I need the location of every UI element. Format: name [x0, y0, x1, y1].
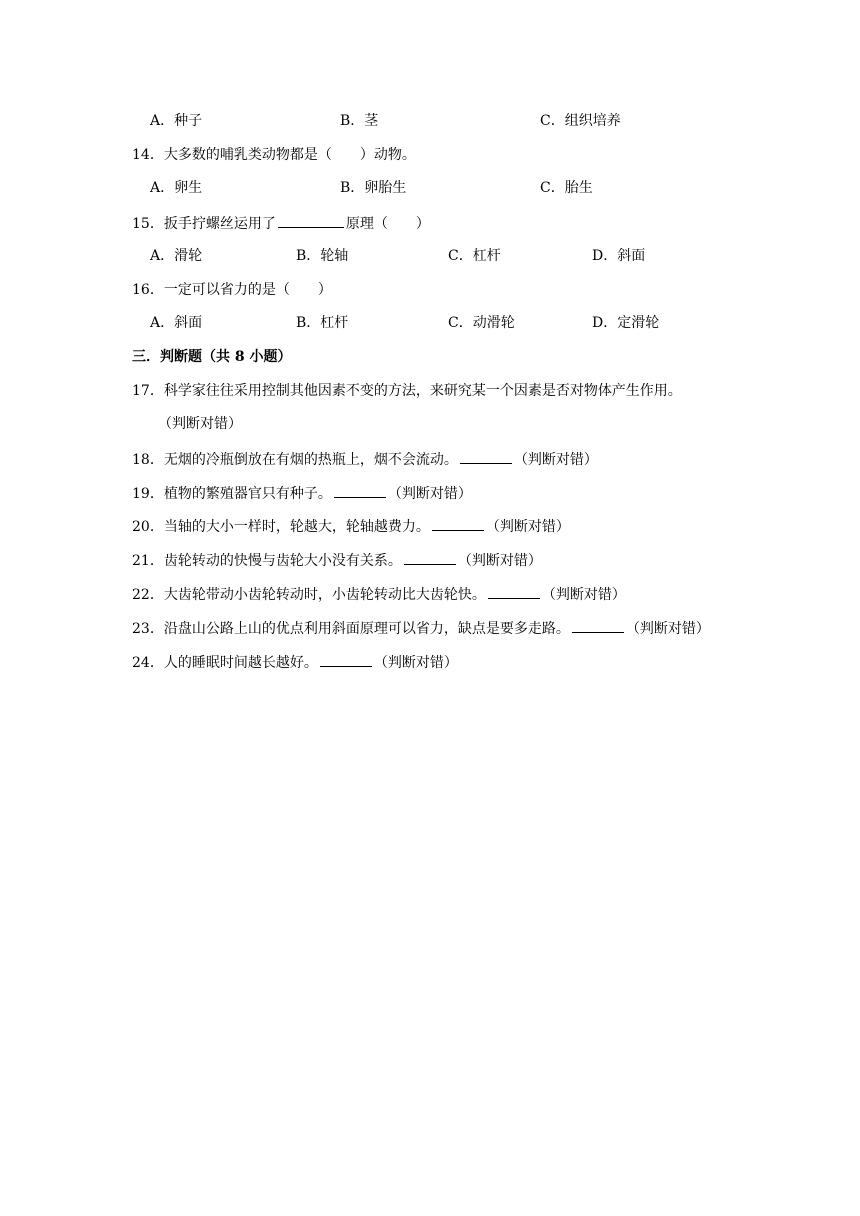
answer-blank	[278, 212, 344, 228]
judge-text: 23．沿盘山公路上山的优点利用斜面原理可以省力，缺点是要多走路。	[132, 621, 570, 637]
q16-stem: 16．一定可以省力的是（ ）	[132, 282, 332, 298]
judge-item	[132, 515, 570, 537]
q15-option-a: A．滑轮	[150, 248, 203, 264]
judge-tail: （判断对错）	[373, 655, 458, 671]
judge-item	[132, 583, 626, 605]
judge-tail: （判断对错）	[387, 486, 472, 502]
q16-option-c: C．动滑轮	[448, 315, 515, 331]
judge-text: 20．当轴的大小一样时，轮越大，轮轴越费力。	[132, 519, 430, 535]
judge-tail: （判断对错）	[485, 519, 570, 535]
q15-option-b: B．轮轴	[296, 248, 349, 264]
q13-option-b: B．茎	[340, 113, 379, 129]
q16-option-a: A．斜面	[150, 315, 203, 331]
judge-text: 22．大齿轮带动小齿轮转动时，小齿轮转动比大齿轮快。	[132, 587, 486, 603]
q15-stem	[132, 212, 430, 234]
judge-item	[132, 651, 458, 673]
q14-option-a: A．卵生	[150, 180, 203, 196]
judge-text: 21．齿轮转动的快慢与齿轮大小没有关系。	[132, 553, 402, 569]
judge-text: 18．无烟的冷瓶倒放在有烟的热瓶上，烟不会流动。	[132, 452, 458, 468]
answer-blank	[460, 448, 512, 464]
judge-tail: （判断对错）	[513, 452, 598, 468]
q16-option-b: B．杠杆	[296, 315, 349, 331]
answer-blank	[572, 617, 624, 633]
answer-blank	[320, 651, 372, 667]
q15-option-c: C．杠杆	[448, 248, 501, 264]
q17-line2: （判断对错）	[158, 416, 242, 432]
q15-stem-after: 原理（ ）	[345, 216, 430, 232]
answer-blank	[432, 515, 484, 531]
judge-item	[132, 448, 598, 470]
answer-blank	[334, 482, 386, 498]
answer-blank	[404, 549, 456, 565]
q13-option-a: A．种子	[150, 113, 203, 129]
q13-option-c: C．组织培养	[540, 113, 621, 129]
section-title: 三．判断题（共 8 小题）	[132, 349, 292, 365]
answer-blank	[488, 583, 540, 599]
q15-option-d: D．斜面	[592, 248, 646, 264]
judge-text: 24．人的睡眠时间越长越好。	[132, 655, 318, 671]
judge-tail: （判断对错）	[457, 553, 542, 569]
q14-option-c: C．胎生	[540, 180, 593, 196]
q14-stem: 14．大多数的哺乳类动物都是（ ）动物。	[132, 147, 416, 163]
q16-option-d: D．定滑轮	[592, 315, 660, 331]
judge-text: 19．植物的繁殖器官只有种子。	[132, 486, 332, 502]
judge-tail: （判断对错）	[541, 587, 626, 603]
q17-line1: 17．科学家往往采用控制其他因素不变的方法，来研究某一个因素是否对物体产生作用。	[132, 383, 682, 399]
judge-item	[132, 549, 542, 571]
q14-option-b: B．卵胎生	[340, 180, 407, 196]
judge-tail: （判断对错）	[625, 621, 710, 637]
judge-item	[132, 482, 472, 504]
q15-stem-before: 15．扳手拧螺丝运用了	[132, 216, 276, 232]
judge-item	[132, 617, 710, 639]
